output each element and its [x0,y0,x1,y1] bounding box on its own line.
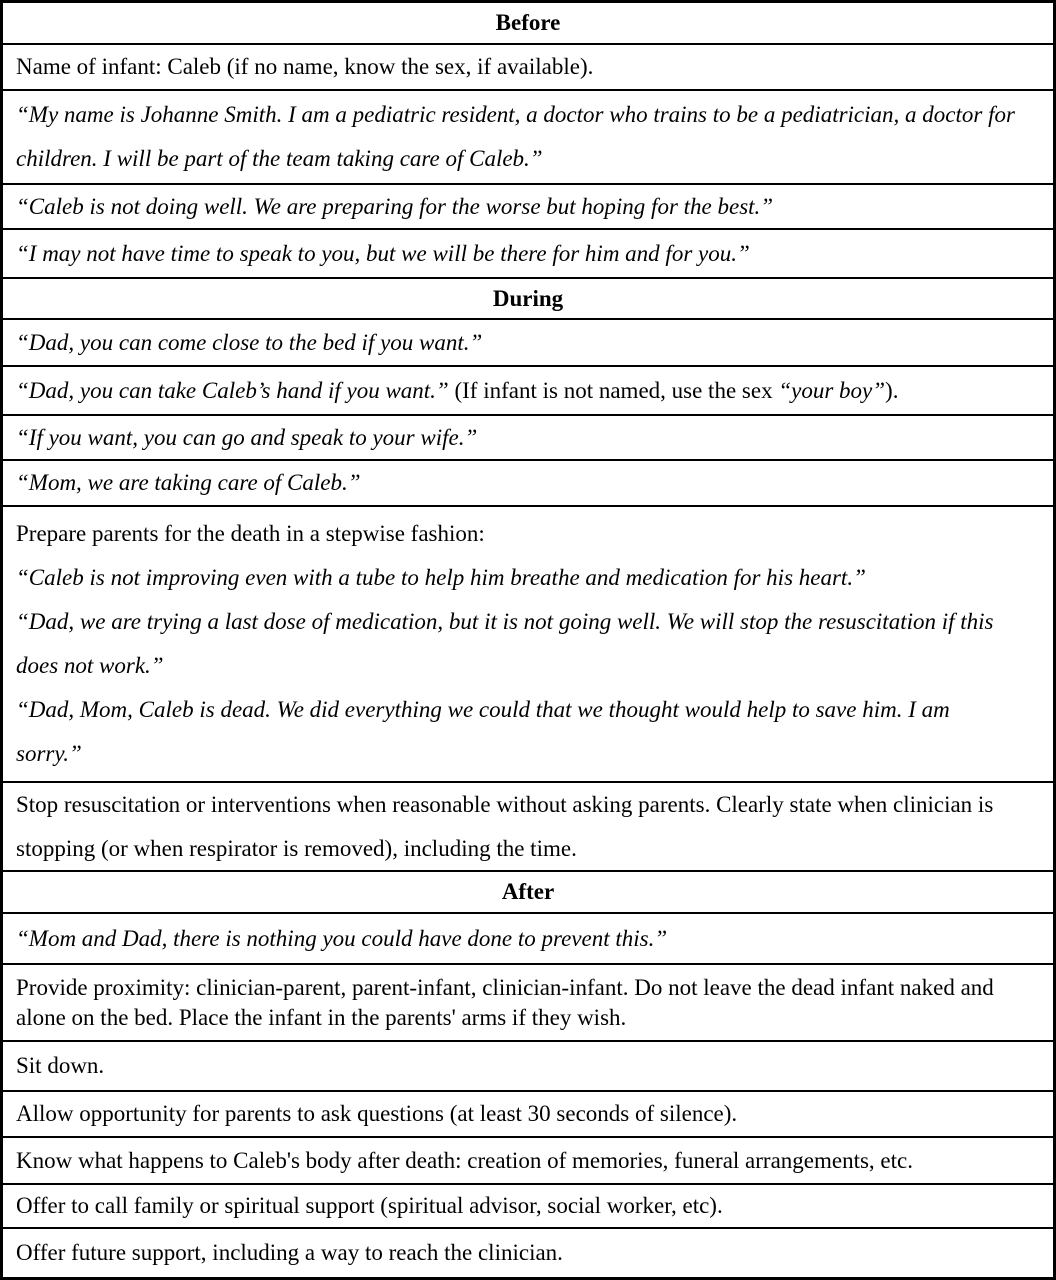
row-provide-proximity [3,963,1053,1040]
section-header-before [3,3,1053,43]
row-allow-questions [3,1090,1053,1136]
nothing-to-prevent-quote-text: “Mom and Dad, there is nothing you could have done to prevent this.” [16,925,668,951]
sit-down-text: Sit down. [16,1053,105,1078]
row-name-of-infant [3,43,1053,89]
stepwise-quote-2-text: “Dad, we are trying a last dose of medication, but it is not going well. We will stop the resuscitation if this does not work.” [16,609,994,678]
take-hand-quote-line [16,369,1043,413]
row-no-time-quote [3,228,1053,277]
row-introduction-quote [3,89,1053,183]
section-header-during-label: During [492,285,564,311]
future-support-text: Offer future support, including a way to reach the clinician. [16,1240,563,1265]
provide-proximity-text: Provide proximity: clinician-parent, parent-infant, clinician-infant. Do not leave the dead infant naked and alone on the bed. Place the infant in the parents' arms if they wish. [16,974,994,1030]
take-hand-quote-text: “Dad, you can take Caleb’s hand if you want.” [16,377,449,403]
speak-to-wife-quote-text: “If you want, you can go and speak to your wife.” [16,424,478,450]
allow-questions-text: Allow opportunity for parents to ask questions (at least 30 seconds of silence). [16,1101,738,1126]
stepwise-intro-text: Prepare parents for the death in a stepwise fashion: [16,521,485,546]
row-stepwise-preparation [3,505,1053,781]
body-after-death-text: Know what happens to Caleb's body after death: creation of memories, funeral arrangements, etc. [16,1147,913,1173]
section-header-during [3,277,1053,318]
name-of-infant-text: Name of infant: Caleb (if no name, know the sex, if available). [16,54,594,79]
row-stop-resuscitation [3,781,1053,870]
row-speak-to-wife-quote [3,414,1053,459]
section-header-after [3,870,1053,912]
take-hand-note-text: (If infant is not named, use the sex [448,377,779,403]
row-nothing-to-prevent-quote [3,912,1053,963]
stepwise-quote-3-text: “Dad, Mom, Caleb is dead. We did everything we could that we thought would help to save him. I am sorry.” [16,697,950,766]
stepwise-quote-1-text: “Caleb is not improving even with a tube to help him breathe and medication for his heart.” [16,565,866,590]
section-header-before-label: Before [495,10,561,35]
row-take-hand-quote [3,365,1053,414]
row-come-close-quote [3,318,1053,365]
not-doing-well-quote-text: “Caleb is not doing well. We are preparing for the worse but hoping for the best.” [16,193,774,219]
row-mom-quote [3,459,1053,505]
take-hand-sex-quote-text: “your boy” [778,377,886,403]
introduction-quote-text: “My name is Johanne Smith. I am a pediatric resident, a doctor who trains to be a pediatrician, a doctor for children. I will be part of the team taking care of Caleb.” [16,102,1015,171]
row-sit-down [3,1040,1053,1090]
row-call-support [3,1183,1053,1227]
no-time-quote-text: “I may not have time to speak to you, but we will be there for him and for you.” [16,240,750,266]
row-body-after-death [3,1136,1053,1183]
call-support-text: Offer to call family or spiritual support (spiritual advisor, social worker, etc). [16,1193,723,1218]
take-hand-note-close-text: ). [885,377,899,403]
stop-resuscitation-text: Stop resuscitation or interventions when reasonable without asking parents. Clearly state when clinician is stopping (or when respirator is removed), including the time. [16,791,994,861]
row-not-doing-well-quote [3,183,1053,228]
section-header-after-label: After [501,879,555,904]
mom-quote-text: “Mom, we are taking care of Caleb.” [16,470,361,495]
come-close-quote-text: “Dad, you can come close to the bed if you want.” [16,329,483,355]
row-future-support [3,1227,1053,1277]
